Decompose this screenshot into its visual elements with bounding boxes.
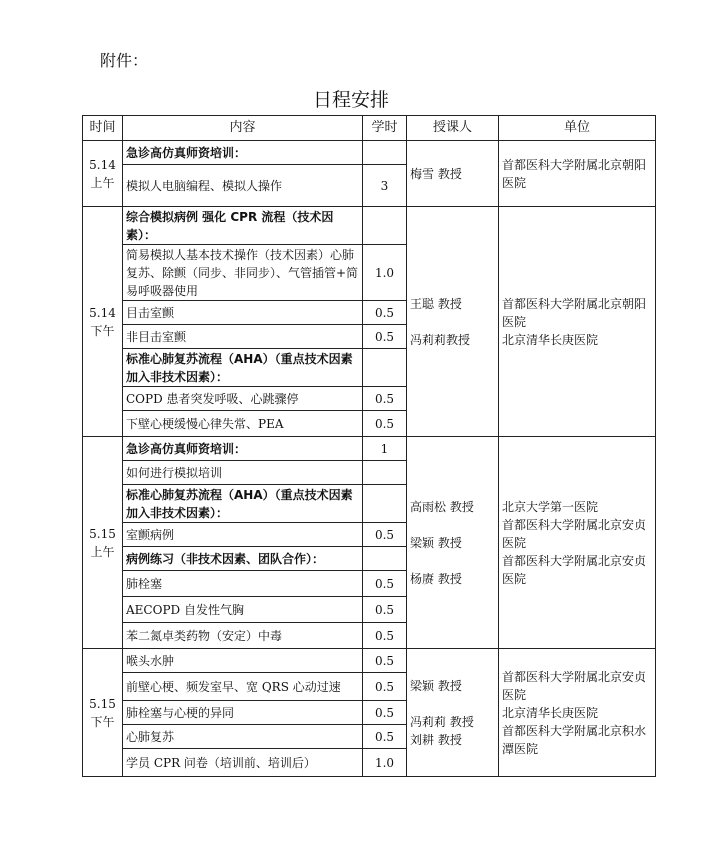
lecturer-name: 刘耕 教授 — [410, 732, 462, 747]
session-content: 急诊高仿真师资培训： — [123, 437, 363, 461]
session-hours: 0.5 — [363, 701, 407, 725]
session-hours: 1.0 — [363, 749, 407, 777]
session-hours: 0.5 — [363, 411, 407, 437]
session-content: 肺栓塞 — [123, 571, 363, 597]
session-time-line: 5.15 — [89, 526, 116, 541]
table-row — [83, 141, 656, 165]
session-time-line: 5.14 — [89, 157, 116, 172]
lecturer-name: 王聪 教授 — [410, 296, 462, 311]
session-content: 苯二氮卓类药物（安定）中毒 — [123, 623, 363, 649]
unit-name: 首都医科大学附属北京安贞医院 — [502, 553, 647, 586]
session-hours — [363, 547, 407, 571]
session-content: 如何进行模拟培训 — [123, 461, 363, 485]
session-lecturers — [407, 649, 499, 777]
session-content: 目击室颤 — [123, 301, 363, 325]
session-content: 标准心肺复苏流程（AHA）（重点技术因素加入非技术因素）： — [123, 485, 363, 523]
session-lecturers — [407, 437, 499, 649]
session-hours: 0.5 — [363, 325, 407, 349]
session-hours: 0.5 — [363, 387, 407, 411]
session-content: 室颤病例 — [123, 523, 363, 547]
unit-name: 北京清华长庚医院 — [502, 705, 599, 720]
session-content: 综合模拟病例 强化 CPR 流程（技术因素）： — [123, 207, 363, 245]
lecturer-name: 梁颖 教授 — [410, 535, 462, 550]
session-content: 下壁心梗缓慢心律失常、PEA — [123, 411, 363, 437]
table-row — [83, 437, 656, 461]
session-lecturers — [407, 141, 499, 207]
page-title: 日程安排 — [312, 89, 389, 111]
session-hours — [363, 141, 407, 165]
session-content: 简易模拟人基本技术操作（技术因素）心肺复苏、除颤（同步、非同步）、气管插管+简易呼吸器使用 — [123, 245, 363, 301]
table-row — [83, 649, 656, 673]
session-hours: 1 — [363, 437, 407, 461]
lecturer-name: 梅雪 教授 — [410, 166, 462, 181]
lecturer-name: 冯莉莉教授 — [410, 332, 471, 347]
lecturer-name: 杨赓 教授 — [410, 571, 462, 586]
session-time-line: 上午 — [90, 175, 115, 190]
unit-name: 首都医科大学附属北京安贞医院 — [502, 669, 647, 702]
session-hours — [363, 349, 407, 387]
session-content: 急诊高仿真师资培训： — [123, 141, 363, 165]
session-time — [83, 437, 123, 649]
session-content: 心肺复苏 — [123, 725, 363, 749]
session-hours: 0.5 — [363, 673, 407, 701]
session-content: 非目击室颤 — [123, 325, 363, 349]
session-hours — [363, 207, 407, 245]
header-row — [83, 116, 656, 141]
lecturer-name: 梁颖 教授 — [410, 678, 462, 693]
session-content: AECOPD 自发性气胸 — [123, 597, 363, 623]
session-time — [83, 141, 123, 207]
session-content: 学员 CPR 问卷（培训前、培训后） — [123, 749, 363, 777]
session-time — [83, 649, 123, 777]
session-content: COPD 患者突发呼吸、心跳骤停 — [123, 387, 363, 411]
col-lecturer-header: 授课人 — [407, 116, 499, 141]
col-unit-header: 单位 — [499, 116, 656, 141]
col-time-header: 时间 — [83, 116, 123, 141]
unit-name: 北京大学第一医院 — [502, 499, 599, 514]
lecturer-name: 高雨松 教授 — [410, 499, 474, 514]
session-hours: 3 — [363, 165, 407, 207]
session-content: 病例练习（非技术因素、团队合作）： — [123, 547, 363, 571]
unit-name: 首都医科大学附属北京朝阳医院 — [502, 296, 647, 329]
session-content: 前壁心梗、频发室早、宽 QRS 心动过速 — [123, 673, 363, 701]
session-hours — [363, 485, 407, 523]
unit-name: 北京清华长庚医院 — [502, 332, 599, 347]
session-units — [499, 649, 656, 777]
session-time-line: 下午 — [90, 323, 115, 338]
session-units — [499, 207, 656, 437]
session-content: 肺栓塞与心梗的异同 — [123, 701, 363, 725]
schedule-table — [82, 115, 656, 777]
unit-name: 首都医科大学附属北京积水潭医院 — [502, 723, 647, 756]
session-hours: 0.5 — [363, 523, 407, 547]
session-hours: 0.5 — [363, 301, 407, 325]
session-hours: 0.5 — [363, 571, 407, 597]
session-time-line: 5.14 — [89, 305, 116, 320]
session-hours: 1.0 — [363, 245, 407, 301]
table-row — [83, 207, 656, 245]
session-time-line: 上午 — [90, 544, 115, 559]
session-lecturers — [407, 207, 499, 437]
session-content: 喉头水肿 — [123, 649, 363, 673]
session-time-line: 5.15 — [89, 696, 116, 711]
session-time-line: 下午 — [90, 714, 115, 729]
col-content-header: 内容 — [123, 116, 363, 141]
session-content: 模拟人电脑编程、模拟人操作 — [123, 165, 363, 207]
session-hours: 0.5 — [363, 597, 407, 623]
lecturer-name: 冯莉莉 教授 — [410, 714, 474, 729]
session-hours: 0.5 — [363, 623, 407, 649]
attachment-label: 附件： — [100, 51, 149, 70]
session-content: 标准心肺复苏流程（AHA）（重点技术因素加入非技术因素）： — [123, 349, 363, 387]
schedule-body — [83, 141, 656, 777]
col-hours-header: 学时 — [363, 116, 407, 141]
session-hours — [363, 461, 407, 485]
session-units — [499, 437, 656, 649]
session-units — [499, 141, 656, 207]
session-hours: 0.5 — [363, 725, 407, 749]
session-hours: 0.5 — [363, 649, 407, 673]
session-time — [83, 207, 123, 437]
unit-name: 首都医科大学附属北京朝阳医院 — [502, 157, 647, 190]
unit-name: 首都医科大学附属北京安贞医院 — [502, 517, 647, 550]
